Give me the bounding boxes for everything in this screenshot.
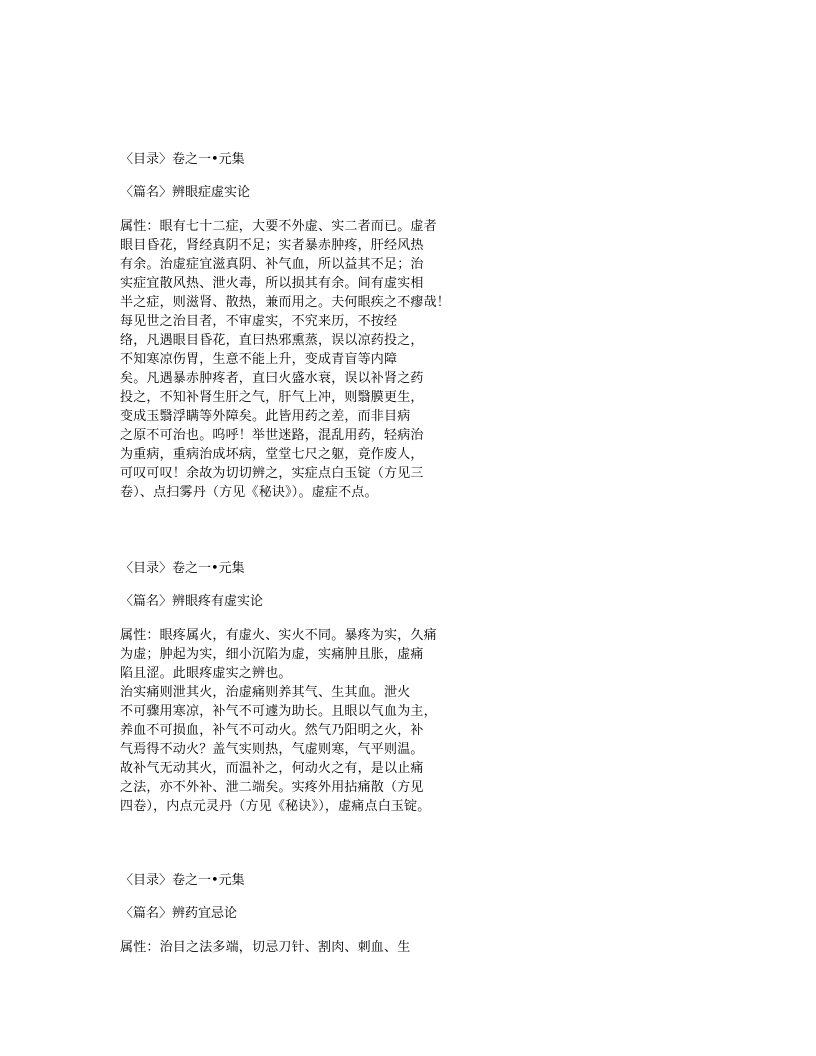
body-line: 治实痛则泄其火，治虚痛则养其气、生其血。泄火 [120, 685, 411, 700]
body-line: 实症宜散风热、泄火毒，所以损其有余。间有虚实相 [120, 276, 424, 291]
body-line: 络，凡遇眼目昏花，直曰热邪熏蒸，误以凉药投之， [120, 333, 424, 348]
body-line: 变成玉翳浮瞒等外障矣。此皆用药之差，而非目病 [120, 409, 411, 424]
body-line: 属性：治目之法多端，切忌刀针、割肉、刺血、生 [120, 940, 411, 955]
body-line: 眼目昏花，肾经真阴不足；实者暴赤肿疼，肝经风热 [120, 238, 424, 253]
body-line: 为虚；肿起为实，细小沉陷为虚，实痛肿且胀，虚痛 [120, 647, 424, 662]
body-line: 可叹可叹！余故为切切辨之，实症点白玉锭（方见三 [120, 466, 424, 481]
body-line: 陷且涩。此眼疼虚实之辨也。 [120, 666, 292, 681]
body-line: 不可骤用寒凉，补气不可遽为助长。且眼以气血为主， [120, 704, 437, 719]
body-line: 半之症，则滋肾、散热，兼而用之。夫何眼疾之不瘳哉！ [120, 295, 451, 310]
body-line: 属性：眼疼属火，有虚火、实火不同。暴疼为实，久痛 [120, 628, 437, 643]
section-3 [120, 871, 480, 957]
section-2 [120, 559, 480, 816]
section-body [120, 938, 480, 957]
section-body [120, 217, 480, 502]
catalog-line: 〈目录〉卷之一•元集 [120, 561, 245, 576]
catalog-line: 〈目录〉卷之一•元集 [120, 873, 245, 888]
body-line: 养血不可损血，补气不可动火。然气乃阳明之火，补 [120, 723, 424, 738]
chapter-title: 〈篇名〉辨眼疼有虚实论 [120, 594, 264, 609]
body-line: 气焉得不动火？盖气实则热，气虚则寒，气平则温。 [120, 742, 424, 757]
body-line: 故补气无动其火，而温补之，何动火之有，是以止痛 [120, 761, 424, 776]
document-page [120, 150, 480, 957]
body-line: 不知寒凉伤胃，生意不能上升，变成青盲等内障 [120, 352, 398, 367]
body-line: 属性：眼有七十二症，大要不外虚、实二者而已。虚者 [120, 219, 437, 234]
body-line: 为重病，重病治成坏病，堂堂七尺之躯，竟作废人， [120, 447, 424, 462]
chapter-title: 〈篇名〉辨眼症虚实论 [120, 185, 251, 200]
section-body [120, 626, 480, 816]
body-line: 卷）、点扫雾丹（方见《秘诀》）。虚症不点。 [120, 485, 378, 500]
body-line: 投之，不知补肾生肝之气，肝气上冲，则翳膜更生， [120, 390, 424, 405]
body-line: 矣。凡遇暴赤肿疼者，直曰火盛水衰，误以补肾之药 [120, 371, 424, 386]
catalog-line: 〈目录〉卷之一•元集 [120, 152, 245, 167]
chapter-title: 〈篇名〉辨药宜忌论 [120, 906, 238, 921]
body-line: 四卷），内点元灵丹（方见《秘诀》），虚痛点白玉锭。 [120, 799, 431, 814]
body-line: 每见世之治目者，不审虚实，不究来历，不按经 [120, 314, 398, 329]
body-line: 有余。治虚症宜滋真阴、补气血，所以益其不足；治 [120, 257, 424, 272]
section-1 [120, 150, 480, 502]
body-line: 之法，亦不外补、泄二端矣。实疼外用拈痛散（方见 [120, 780, 424, 795]
body-line: 之原不可治也。呜呼！举世迷路，混乱用药，轻病治 [120, 428, 424, 443]
